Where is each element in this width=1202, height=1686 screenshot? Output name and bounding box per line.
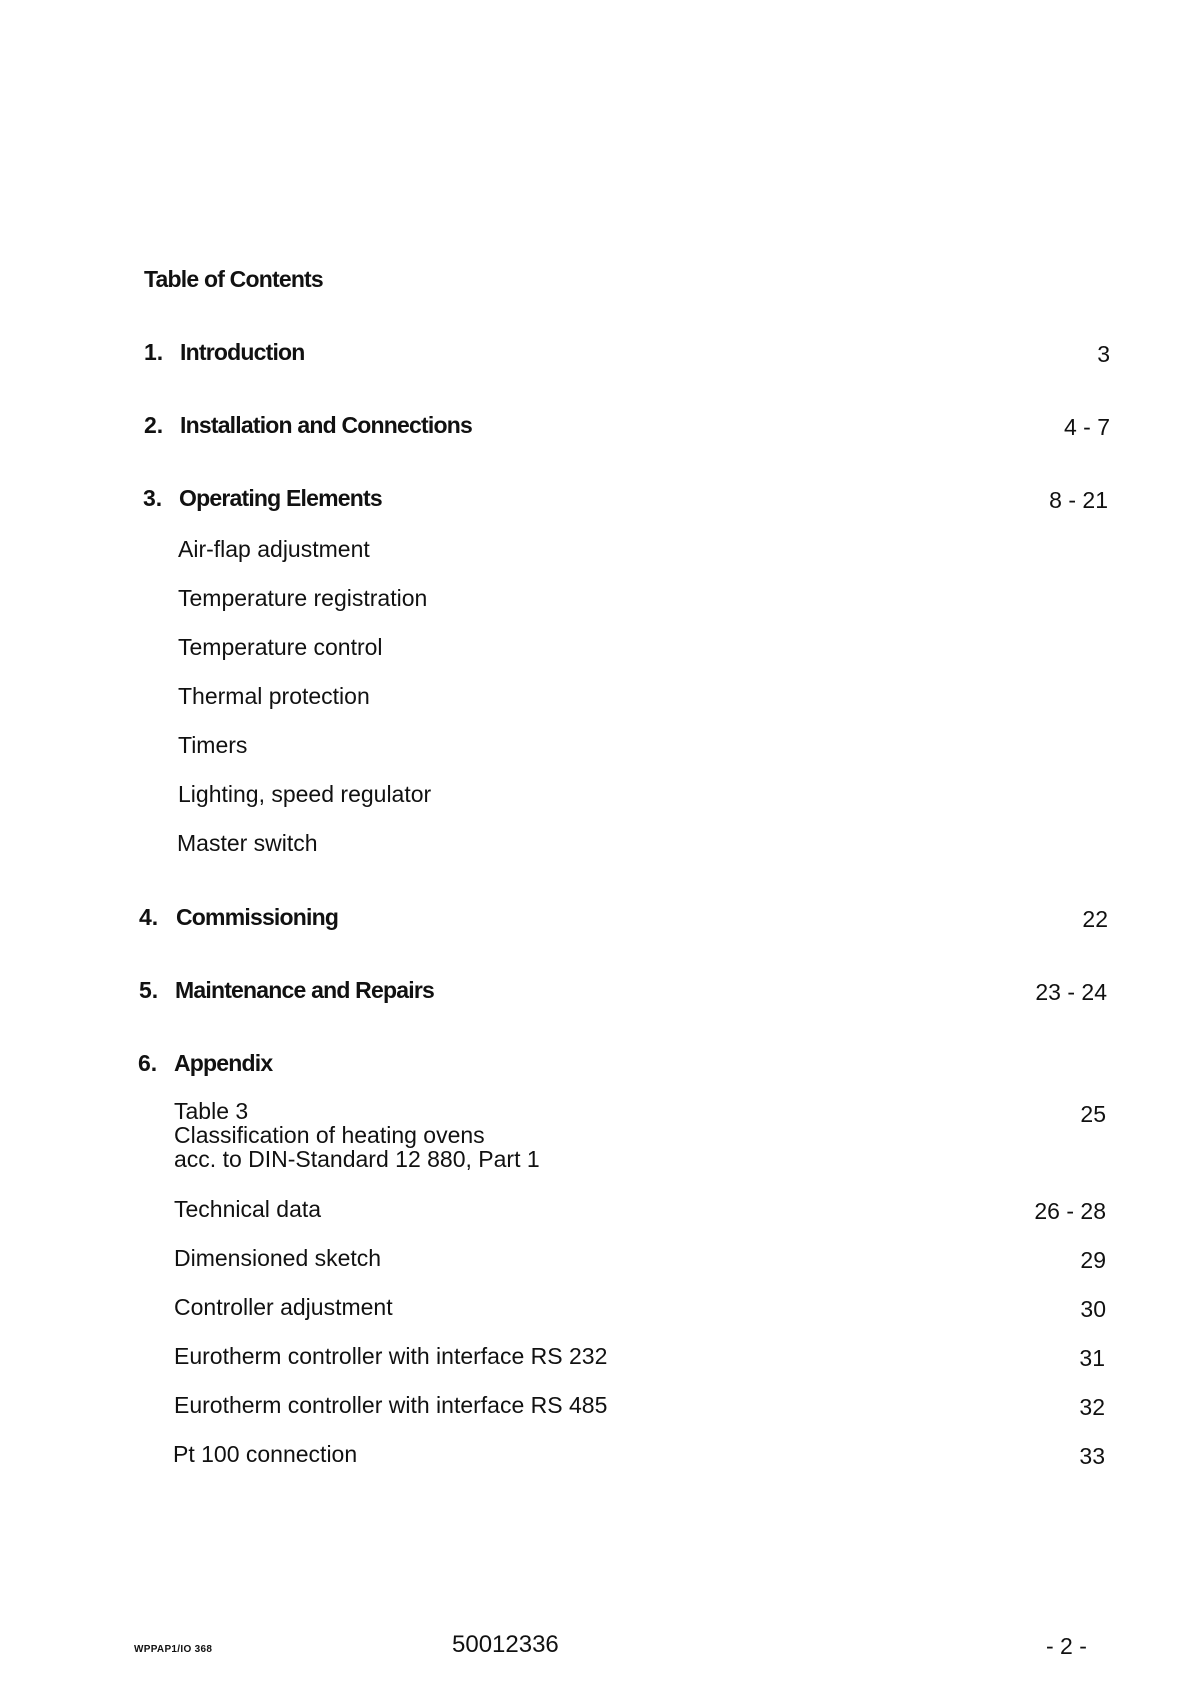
footer-page-number: - 2 -	[1046, 1633, 1087, 1659]
appendix-item: Controller adjustment	[174, 1294, 393, 1320]
toc-subitem: Master switch	[177, 830, 318, 856]
appendix-item-pages: 29	[1080, 1247, 1106, 1273]
appendix-item: Pt 100 connection	[173, 1441, 358, 1467]
appendix-item-pages: 26 - 28	[1034, 1198, 1106, 1224]
appendix-item: Table 3 Classification of heating ovens acc. to DIN-Standard 12 880, Part 1	[174, 1098, 540, 1172]
toc-subitem: Temperature registration	[178, 585, 428, 611]
appendix-item-pages: 30	[1080, 1296, 1106, 1322]
section-3-pages: 8 - 21	[1049, 487, 1108, 513]
toc-subitem: Lighting, speed regulator	[178, 781, 432, 807]
toc-subitem: Thermal protection	[178, 683, 370, 709]
section-2-number: 2.	[144, 412, 164, 438]
section-2-pages: 4 - 7	[1063, 414, 1110, 440]
section-3-number: 3.	[143, 485, 163, 511]
footer-document-number: 50012336	[452, 1631, 559, 1658]
toc-subitem: Air-flap adjustment	[178, 536, 370, 562]
appendix-item-pages: 32	[1079, 1394, 1105, 1420]
appendix-item-pages: 25	[1080, 1101, 1106, 1127]
section-4-title: Commissioning	[176, 904, 339, 930]
section-1-title: Introduction	[180, 339, 305, 365]
section-1-number: 1.	[144, 339, 164, 365]
section-4-number: 4.	[139, 904, 159, 930]
section-6-title: Appendix	[174, 1050, 273, 1076]
section-4-pages: 22	[1082, 906, 1108, 932]
toc-subitem: Timers	[178, 732, 248, 758]
section-3-title: Operating Elements	[179, 485, 382, 511]
section-1-pages: 3	[1097, 341, 1110, 367]
appendix-item-pages: 31	[1079, 1345, 1105, 1371]
toc-title: Table of Contents	[144, 266, 323, 292]
section-5-title: Maintenance and Repairs	[175, 977, 434, 1003]
appendix-item-pages: 33	[1079, 1443, 1105, 1469]
appendix-item: Eurotherm controller with interface RS 232	[174, 1343, 608, 1369]
appendix-item: Eurotherm controller with interface RS 485	[174, 1392, 608, 1418]
toc-subitem: Temperature control	[178, 634, 383, 660]
section-5-pages: 23 - 24	[1035, 979, 1107, 1005]
section-2-title: Installation and Connections	[180, 412, 472, 438]
footer-document-code: WPPAP1/IO 368	[134, 1644, 213, 1655]
appendix-item: Dimensioned sketch	[174, 1245, 382, 1271]
section-6-number: 6.	[138, 1050, 158, 1076]
section-5-number: 5.	[139, 977, 159, 1003]
appendix-item: Technical data	[174, 1196, 322, 1222]
